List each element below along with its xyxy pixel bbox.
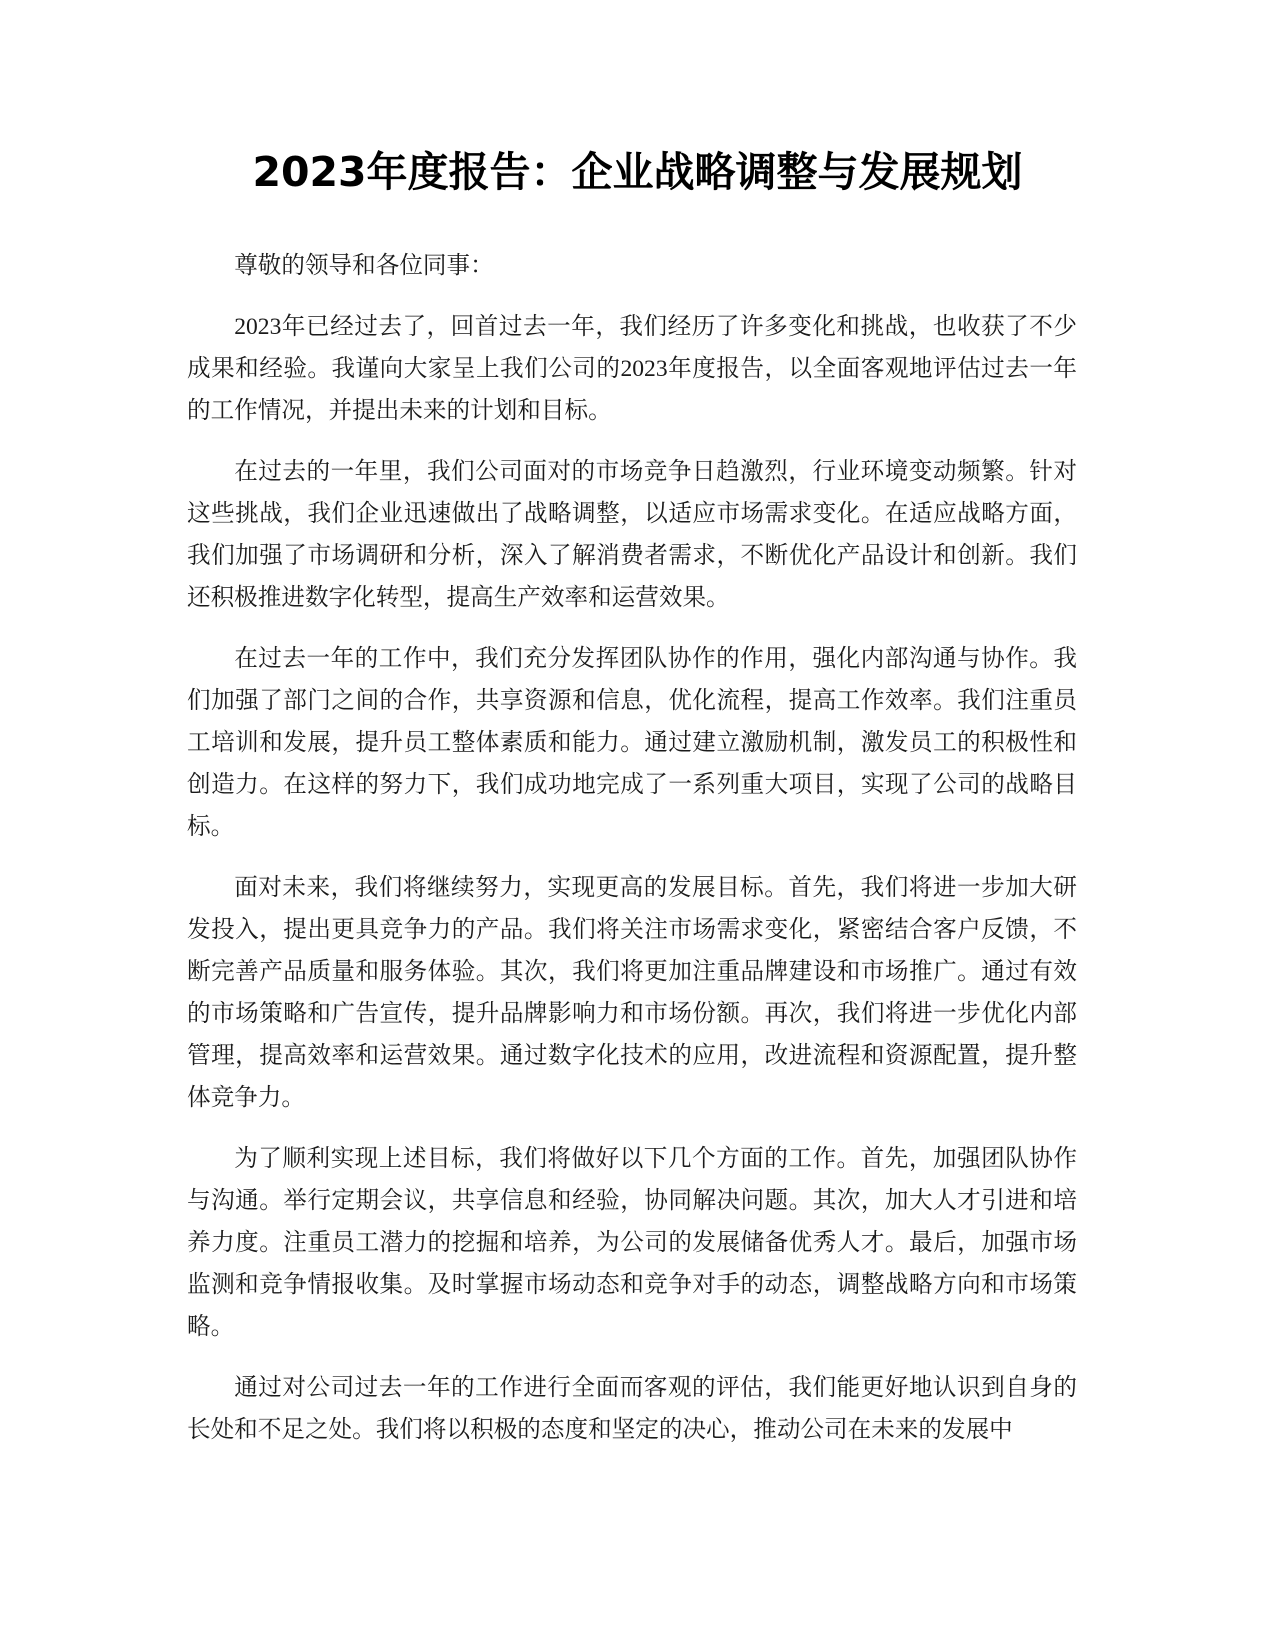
paragraph-teamwork: 在过去一年的工作中，我们充分发挥团队协作的作用，强化内部沟通与协作。我们加强了部门之间的合作，共享资源和信息，优化流程，提高工作效率。我们注重员工培训和发展，提升员工整体素质和能力。通过建立激励机制，激发员工的积极性和创造力。在这样的努力下，我们成功地完成了一系列重大项目，实现了公司的战略目标。 [187,646,1077,840]
salutation: 尊敬的领导和各位同事： [234,253,494,279]
document-body [187,245,1077,1470]
paragraph-conclusion: 通过对公司过去一年的工作进行全面而客观的评估，我们能更好地认识到自身的长处和不足之处。我们将以积极的态度和坚定的决心，推动公司在未来的发展中 [187,1375,1077,1443]
document-title: 2023年度报告：企业战略调整与发展规划 [252,148,1023,196]
paragraph-future: 面对未来，我们将继续努力，实现更高的发展目标。首先，我们将进一步加大研发投入，提出更具竞争力的产品。我们将关注市场需求变化，紧密结合客户反馈，不断完善产品质量和服务体验。其次，我们将更加注重品牌建设和市场推广。通过有效的市场策略和广告宣传，提升品牌影响力和市场份额。再次，我们将进一步优化内部管理，提高效率和运营效果。通过数字化技术的应用，改进流程和资源配置，提升整体竞争力。 [187,875,1077,1111]
paragraph-strategy: 在过去的一年里，我们公司面对的市场竞争日趋激烈，行业环境变动频繁。针对这些挑战，我们企业迅速做出了战略调整，以适应市场需求变化。在适应战略方面，我们加强了市场调研和分析，深入了解消费者需求，不断优化产品设计和创新。我们还积极推进数字化转型，提高生产效率和运营效果。 [187,459,1077,611]
paragraph-intro: 2023年已经过去了，回首过去一年，我们经历了许多变化和挑战，也收获了不少成果和经验。我谨向大家呈上我们公司的2023年度报告，以全面客观地评估过去一年的工作情况，并提出未来的计划和目标。 [187,314,1077,424]
paragraph-actions: 为了顺利实现上述目标，我们将做好以下几个方面的工作。首先，加强团队协作与沟通。举行定期会议，共享信息和经验，协同解决问题。其次，加大人才引进和培养力度。注重员工潜力的挖掘和培养，为公司的发展储备优秀人才。最后，加强市场监测和竞争情报收集。及时掌握市场动态和竞争对手的动态，调整战略方向和市场策略。 [187,1146,1077,1340]
